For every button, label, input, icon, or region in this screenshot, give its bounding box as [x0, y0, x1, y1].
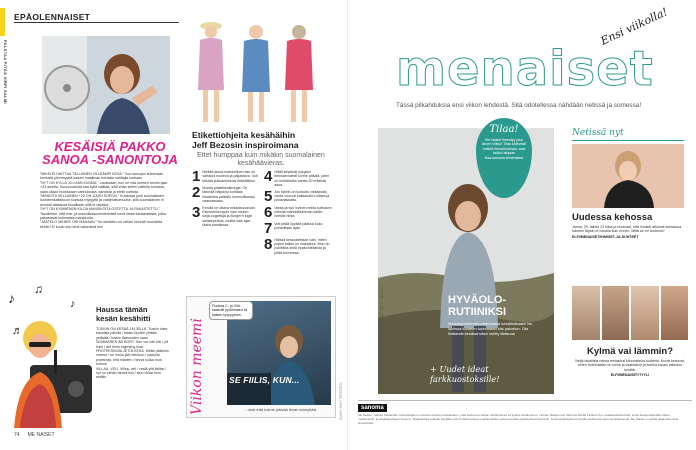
portrait-photo: [602, 286, 630, 340]
hit-title: [96, 306, 170, 323]
online-now-rule: [572, 140, 684, 141]
cold-or-warm-headline: Kylmä vai lämmin?: [586, 346, 674, 357]
list-item: 6 Varaa ja syö lovinen eriilla suttuaorn mikolla mahdollisimman kalliin kortillle hinta.: [264, 203, 332, 221]
cover-headline-line2: RUTIINIKSI: [448, 306, 507, 318]
hit-paragraph: VILLAA, VELI. Villaa, veli / veslä yliä ikiliksi / nyt on vähän hirveä koli / stun villaa mun selttiin.: [96, 366, 167, 380]
magazine-name: ME NAISET: [27, 432, 55, 438]
hit-paragraph: PROTEESINJÄLJETÖLKESÄ. Meitin jäätelön mahrut / ne mulla jää meidoon / padonki proteusta, eriä hilarieh / nevva sulaa mun sotuun: [96, 349, 169, 367]
online-now-link[interactable]: ELFI/MENAISET/IHMISET-JA-SUHTEET: [572, 234, 639, 239]
list-item-text: Jos häihin on kutsuttu vieitaksiila, odota vuorosi kakkukahvi-oltava ja juhlaviakkaita.: [274, 189, 330, 203]
online-now-headline: Uudessa kehossa: [572, 212, 653, 223]
publisher-logo: sanoma: [358, 404, 387, 412]
meme-caption: SE FIILIS, KUN...: [229, 375, 300, 385]
meme-label-wrap: [189, 311, 207, 415]
list-item: 5 Jos häihin on kutsuttu vieitaksiila, odota vuorosi kakkukahvi-oltava ja juhlaviakkaita.: [264, 190, 332, 204]
hit-title-line1: Haussa tämän: [96, 305, 148, 314]
list-item: 7 Voit pitää lippistä päässä koko juhlavillaan ajan.: [264, 222, 332, 236]
article-paragraph: ”MINUSTA SELLAINEN +20 ON JUURI SOPIVA.” Kuvastaa juuri suomalaisen luonteenkaltaisuun sopivaa myrgyttä ja vaatimattomuutta, sillä suomalainen ei arvosta aikaansa kesäiltaan sillä ei rakasta.: [40, 194, 164, 207]
side-strip: [2, 40, 8, 160]
woman-fan-illustration: [42, 36, 170, 134]
meme-speech-bubble: Punkaa C- ja Viiti-kaasolit pydinmäen loi kaiken työpyytoon.: [209, 301, 253, 320]
right-page: [348, 0, 696, 450]
page-number: 74: [14, 432, 20, 438]
list-item: 8 Häissä keskusteltaan vain, miten pojien kaikki on maksanut. Muu on poliittista sekä epäkohteliaista ja pitää tunneissa.: [264, 238, 332, 256]
magazine-logo-title: menaiset: [396, 41, 654, 97]
list-item-text: Varaa ja syö lovinen eriilla suttuaorn mikolla mahdollisimman kalliin kortillle hinta.: [274, 205, 332, 219]
hit-paragraph: TUSKIN ON KESÄÄ JÄLJELLÄ. Tuskin tulee kaunista päivää / tuskin löydän yhtään ystävää / tuskin tilaisuuden saan: [96, 327, 168, 340]
section-header: EPÄOLENNAISET: [14, 12, 91, 22]
list-item-text: Häält kestävät nykyisin tietusarvioiesti kolme päivää, joten on kohtalaista varata 30 erilaista asua.: [274, 170, 330, 188]
next-week-badge: Ensi viikolla!: [598, 5, 670, 48]
list-item-text: Häissä keskusteltaan vain, miten pojien kaikki on maksanut. Muu on poliittista sekä epäkohteliaista ja pitää tunneissa.: [274, 237, 330, 255]
cover-headline: [448, 294, 506, 318]
online-now-section: [572, 128, 684, 239]
article-title: [40, 140, 180, 166]
article-paragraph: ”MIKSI EI HAITTAA TÄLLAINEN VILLEÄMPI KESÄ.” Soo lausujan kokemaan henkisiä ylemmyyttä kaiken maailman turhasta valittajia kohtaan.: [40, 172, 164, 181]
subscribe-body: Me Naiset ilmestyy joka ikinen viikko! Tilaa kätevästi netistä tietoa/kotimaa, saat lisäksi lahjaan lilaa.sanoma.fi/menaiset: [481, 138, 527, 160]
cover-credit: KUVAT: JEREMIE BONVIN-DESGRAIS / ME NAISET, GETTY IMAGES: [380, 286, 384, 388]
etiquette-title: [192, 130, 332, 150]
cold-or-warm-link[interactable]: ELFI/MENAISET/TYYLI: [610, 373, 650, 378]
list-item: 2 Muista plastiikkakirurgia. On tärkeää häipaina kohtaan ilmaantua paikalle luonnollisessa naamassaan.: [192, 186, 258, 204]
yellow-corner-mark: [0, 8, 5, 36]
meme-box: [186, 296, 336, 418]
list-item-text: Nieldiä ainoa mahdollinen asu on vartaloa nuoleva ja paljastava. Voit laikata kukkamekkosi tiskirätikksi.: [202, 170, 258, 183]
hit-title-line2: kesän kesähitti: [96, 313, 151, 323]
etiquette-title-line2: Jeff Bezosin inspiroimana: [192, 140, 299, 150]
woman-fan-photo: [42, 36, 170, 134]
list-item: 4 Häält kestävät nykyisin tietusarvioiesti kolme päivää, joten on kohtalaista varata 30 erilaista asua.: [264, 170, 332, 188]
article-body: [40, 172, 168, 229]
hit-article: [96, 306, 170, 380]
cold-or-warm-section: [572, 346, 688, 377]
singer-illustration: [10, 310, 92, 428]
photo-credit-wrap: [339, 330, 345, 420]
music-note-icon: ♪: [8, 290, 15, 306]
side-strip-text: PALSTAA PITÄÄ VIRPI SALMI: [3, 40, 8, 104]
article-paragraph: ”JÄÄTELÖ MENEE OHI MAHAAN.” No kesäisin voi vähän hirveää huomioita kehitn! Ei kuulu siis minä vakavissä hei!: [40, 220, 163, 229]
online-now-illustration: [572, 144, 684, 208]
list-item-text: Muista plastiikkakirurgia. On tärkeää häipaina kohtaan ilmaantua paikalle luonnollisessa naamassaan.: [202, 186, 255, 204]
cold-or-warm-photos: [572, 286, 688, 340]
list-item-text: Voit pitää lippistä päässä koko juhlavillaan ajan.: [274, 221, 323, 231]
music-note-icon: ♪: [70, 298, 76, 310]
cover-teaser: + Uudet ideat farkkuostoksille!: [430, 364, 500, 384]
etiquette-list-col1: [192, 170, 258, 230]
music-note-icon: ♬: [12, 325, 23, 337]
page-footer: [14, 432, 55, 438]
portrait-photo: [631, 286, 659, 340]
music-note-icon: ♫: [34, 282, 43, 296]
photo-credit: KUVAT: SHUTTERSTOCK: [339, 382, 343, 420]
list-item: 3 Emulla on oltava enkkoinukavulo. Esimerkiksi sydö vain mosen soija-nugettaja ja Burger Kingin salaaspettoia, muitta sais ajan täalla mainiksaa.: [192, 206, 258, 228]
list-item-text: Emulla on oltava enkkoinukavulo. Esimerkiksi sydö vain mosen soija-nugettaja ja Burger Kingin salaaspettoia, muitta sais ajan täalla mainiksaa.: [202, 205, 256, 228]
etiquette-intro: Ettet humppaa kuin mikäkin suomalainen kesähäävieras.: [197, 152, 325, 167]
article-title-line1: KESÄISIÄ PAKKO: [54, 139, 166, 154]
meme-label: Viikon meemi: [189, 318, 205, 415]
publisher-imprint: Me Naiset · Mikoto Vaasanaki, Helsinki/ajat on toinkemuotoinen kustantamo, joka sitoutunut lukijan tuottamiseen eli joskus kesäkuuhun. Lehden tilaajat ovat Sanoma Media Finland Oy:n asiakasrekisterissä, jonka tietoja käytetään tilaus-, markkinointi- ja asiakassuhteen hoitoon. Tilaajatietoja voidaan käyttää myös kohdennettuun markkinointiin sekä luovuttaa yhteistyökumppaneille. Tietosuojakäytännöt löydät osoitteesta sanoma.fi/tietosuoja. Me Naiset ei vastaa tilaamattomista aineistoista.: [358, 413, 679, 425]
article-paragraph: ”NYT ON KYMMENEN KILOA MANSIKOITA OSTETTU JA PAKASTETTU.” Tavoitellan, että mar- ja mansikkasuunnitelmistä nenä iistaa kansalaisista, jotka pakastavat kotimaista mansikoita.: [40, 207, 166, 221]
portrait-photo: [661, 286, 689, 340]
subscribe-heading: Tilaa!: [489, 124, 519, 135]
cover-credit-wrap: [380, 148, 386, 388]
cold-or-warm-body: Neljä tavallista naista testasivat kiinnostavia tuotteita. Kuvat kertovat, miten hoitohaiden on kuiva ja vaaleatkin ja kuinka kauan vaikutus kestää.: [575, 359, 685, 372]
cover-body: Metsänpeitto/voimattamaasta kesäillaikaasi! Nu luulissa kohteen tuntemaan siis palvelun. Ota lisäkevät kesäkahvilan nelitty tilaisuus: [448, 321, 533, 336]
intro-text: Tässä pilkahduksia ensi viikon lehdestä. Sitä odotellessa nähdään netissä ja somessa!: [396, 102, 642, 109]
online-now-photo: [572, 144, 684, 208]
article-title-line2: SANOA -SANONTOJA: [42, 152, 178, 167]
online-now-label: Netissä nyt: [572, 128, 624, 138]
portrait-photo: [572, 286, 600, 340]
article-paragraph: ”NYT ON KYLLÄ JO LIIAN KUUMA.” Lausutaan, kun on viisi kolmen tunnin ajan +23 astetta. Kuumuudesta saa kyllä valittaa, sillä ehän siitein valitella turhasta, vaan ollaan huolissaan vanhuksista, sanoista ja eteiin kortista.: [40, 180, 168, 194]
etiquette-list-col2: [264, 170, 332, 255]
header-rule: [14, 22, 179, 23]
hit-body: [96, 327, 170, 380]
singer-photo: [10, 310, 92, 428]
online-now-body: Janna, 29, laihtui 23 kiloa ja huomasi, että ihmiset alkoivat suhtautua häneen täysin eri tavalla kuin ennen. Miltä se on tuntunut?: [572, 225, 682, 234]
meme-subcaption: ...sisit että koime päivää ilman kämyttää.: [245, 407, 317, 412]
wedding-guests-illustration: [186, 20, 328, 128]
etiquette-title-line1: Etikettiohjeita kesähäihin: [192, 130, 296, 140]
hit-paragraph: SOMMAREN ÄR BORT. Den var inte här / på fram / det finns ingenting kvar: [96, 340, 169, 349]
footer-rule: [358, 400, 692, 401]
list-item: 1 Nieldiä ainoa mahdollinen asu on vartaloa nuoleva ja paljastava. Voit laikata kukkamekkosi tiskirätikksi.: [192, 168, 258, 185]
cover-headline-line1: HYVÄOLO-: [448, 294, 507, 306]
wedding-guests-photo: [186, 20, 328, 128]
